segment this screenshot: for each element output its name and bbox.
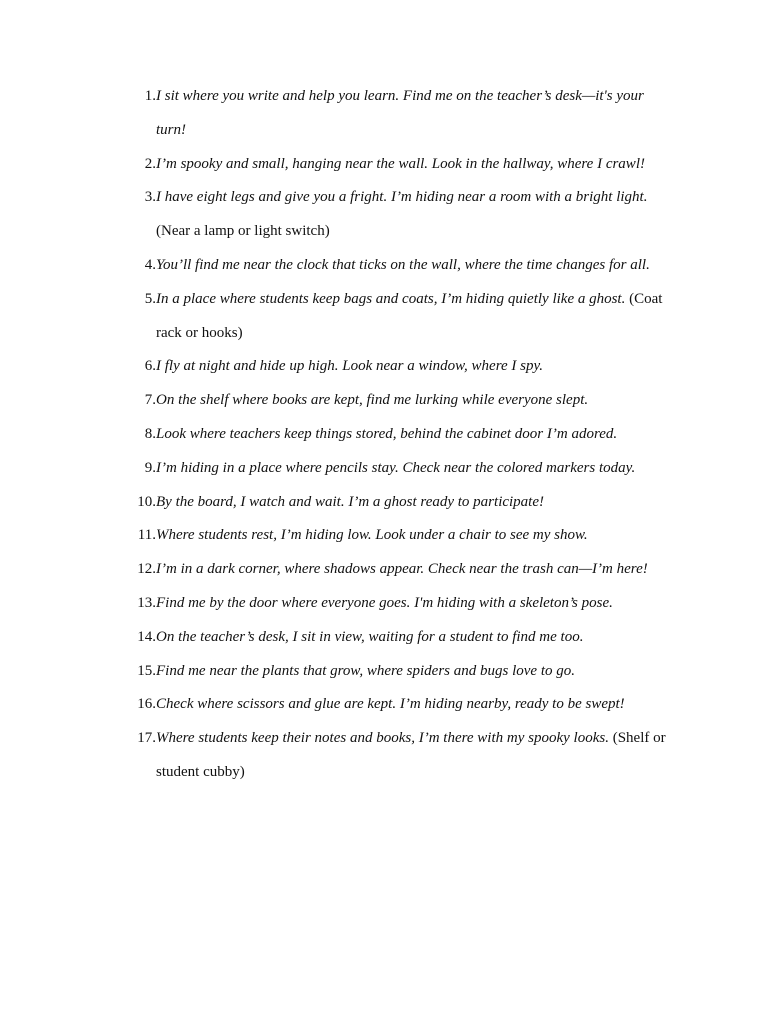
item-number: 10.	[137, 493, 156, 510]
riddle-text: I sit where you write and help you learn. Find me on the teacher’s desk—it's your turn!	[156, 88, 644, 138]
item-body	[156, 655, 670, 689]
item-number: 2.	[144, 155, 156, 172]
riddle-hint: (Shelf or student cubby)	[156, 730, 666, 780]
list-item	[130, 80, 670, 148]
riddle-text: On the shelf where books are kept, find me lurking while everyone slept.	[156, 392, 589, 409]
item-body	[156, 283, 670, 351]
item-body	[156, 350, 670, 384]
item-number: 6.	[144, 358, 156, 375]
item-body	[156, 519, 670, 553]
riddle-text: By the board, I watch and wait. I’m a ghost ready to participate!	[156, 493, 545, 510]
item-body	[156, 181, 670, 249]
item-body	[156, 621, 670, 655]
item-number: 5.	[144, 290, 156, 307]
item-number: 8.	[144, 425, 156, 442]
item-body	[156, 249, 670, 283]
riddle-hint: (Near a lamp or light switch)	[156, 223, 330, 240]
item-number: 13.	[137, 594, 156, 611]
riddle-text: I have eight legs and give you a fright. I’m hiding near a room with a bright light.	[156, 189, 648, 206]
item-body	[156, 587, 670, 621]
riddle-text: You’ll find me near the clock that ticks on the wall, where the time changes for all.	[156, 256, 650, 273]
item-number: 7.	[144, 392, 156, 409]
item-number: 17.	[137, 730, 156, 747]
item-number: 4.	[144, 256, 156, 273]
item-body	[156, 384, 670, 418]
item-number: 14.	[137, 628, 156, 645]
list-item	[130, 384, 670, 418]
riddle-text: I’m in a dark corner, where shadows appear. Check near the trash can—I’m here!	[156, 561, 648, 578]
riddle-text: On the teacher’s desk, I sit in view, waiting for a student to find me too.	[156, 628, 584, 645]
list-item	[130, 486, 670, 520]
item-number: 9.	[144, 459, 156, 476]
riddle-text: Where students keep their notes and books, I’m there with my spooky looks.	[156, 730, 609, 747]
item-number: 3.	[144, 189, 156, 206]
item-body	[156, 418, 670, 452]
list-item	[130, 350, 670, 384]
list-item	[130, 655, 670, 689]
list-item	[130, 249, 670, 283]
item-body	[156, 722, 670, 790]
list-item	[130, 621, 670, 655]
riddle-hint: (Coat rack or hooks)	[156, 290, 663, 341]
list-item	[130, 722, 670, 790]
list-item	[130, 587, 670, 621]
riddle-text: I fly at night and hide up high. Look near a window, where I spy.	[156, 358, 544, 375]
item-body	[156, 80, 670, 148]
riddle-list	[130, 80, 670, 790]
item-number: 12.	[137, 561, 156, 578]
riddle-text: Find me by the door where everyone goes. I'm hiding with a skeleton’s pose.	[156, 594, 613, 611]
list-item	[130, 452, 670, 486]
list-item	[130, 283, 670, 351]
list-item	[130, 688, 670, 722]
riddle-text: Look where teachers keep things stored, behind the cabinet door I’m adored.	[156, 425, 618, 442]
list-item	[130, 418, 670, 452]
list-item	[130, 148, 670, 182]
item-number: 11.	[137, 527, 156, 544]
item-body	[156, 553, 670, 587]
riddle-text: Find me near the plants that grow, where spiders and bugs love to go.	[156, 662, 575, 679]
list-item	[130, 519, 670, 553]
item-body	[156, 688, 670, 722]
riddle-text: Where students rest, I’m hiding low. Look under a chair to see my show.	[156, 527, 588, 544]
item-number: 15.	[137, 662, 156, 679]
riddle-text: In a place where students keep bags and coats, I’m hiding quietly like a ghost.	[156, 290, 626, 307]
item-number: 16.	[137, 696, 156, 713]
item-body	[156, 486, 670, 520]
riddle-text: I’m spooky and small, hanging near the wall. Look in the hallway, where I crawl!	[156, 155, 645, 172]
list-item	[130, 181, 670, 249]
riddle-text: Check where scissors and glue are kept. I’m hiding nearby, ready to be swept!	[156, 696, 625, 713]
item-number: 1.	[144, 88, 156, 104]
riddle-text: I’m hiding in a place where pencils stay. Check near the colored markers today.	[156, 459, 636, 476]
item-body	[156, 452, 670, 486]
item-body	[156, 148, 670, 182]
list-item	[130, 553, 670, 587]
